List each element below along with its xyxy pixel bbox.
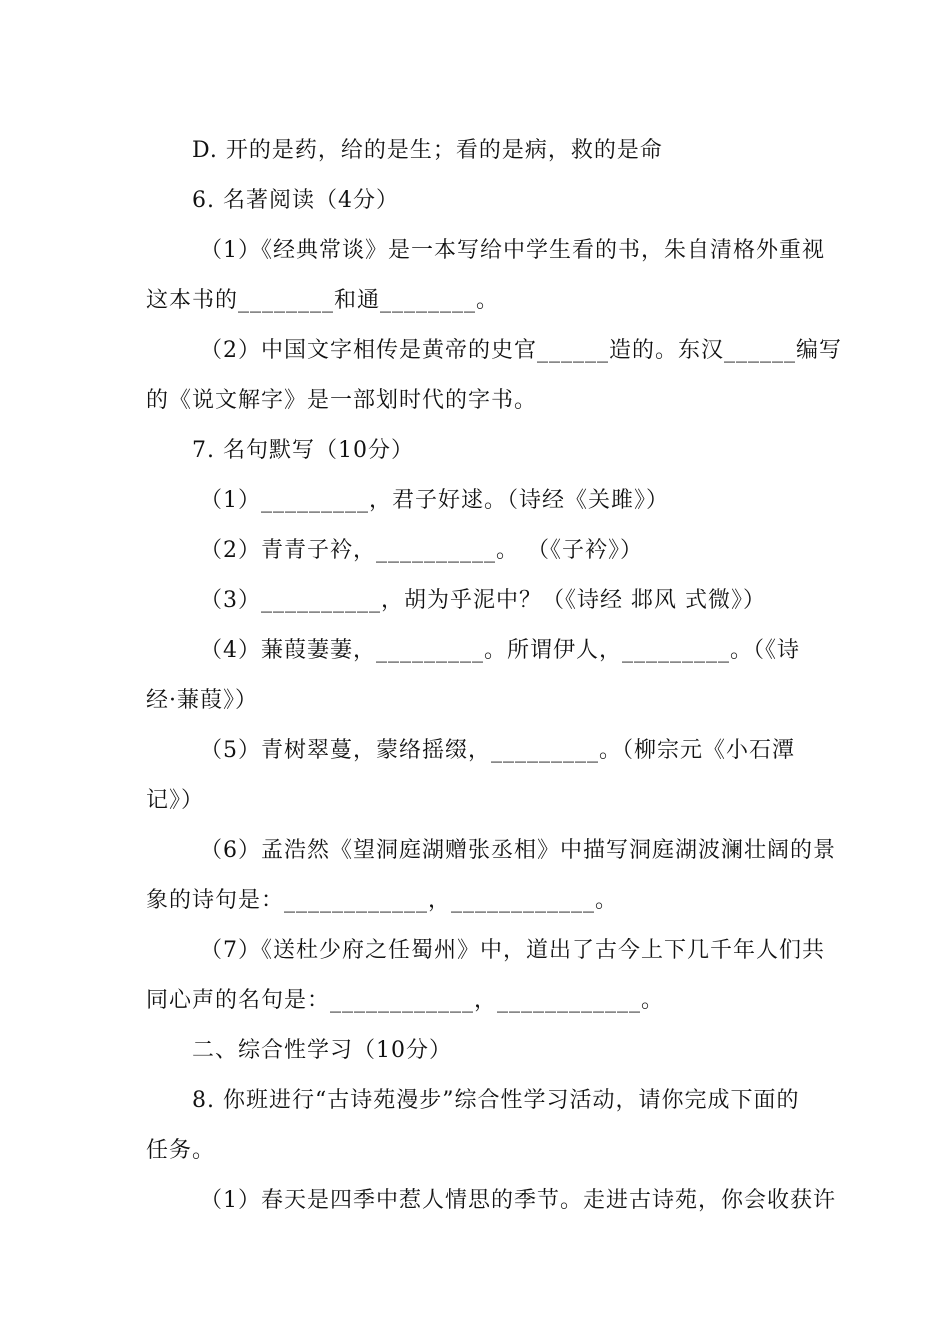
question-7-1-line: （1）_________，君子好逑。（诗经《关雎》） — [200, 488, 669, 513]
question-7-2-line: （2）青青子衿，__________。 （《子衿》） — [200, 538, 643, 563]
question-7-5-line-2: 记》） — [146, 788, 205, 813]
question-7-7-line-1: （7）《送杜少府之任蜀州》中，道出了古今上下几千年人们共 — [200, 938, 825, 963]
question-7-5-line-1: （5）青树翠蔓，蒙络摇缀，_________。（柳宗元《小石潭 — [200, 738, 795, 763]
question-6-1-line-2: 这本书的________和通________。 — [146, 288, 500, 313]
question-7-heading: 7. 名句默写（10分） — [192, 438, 414, 463]
question-7-7-line-2: 同心声的名句是：____________，____________。 — [146, 988, 665, 1013]
question-7-4-line-2: 经·蒹葭》） — [146, 688, 258, 713]
question-6-2-line-2: 的《说文解字》是一部划时代的字书。 — [146, 388, 538, 413]
question-7-3-line: （3）__________，胡为乎泥中？（《诗经 邶风 式微》） — [200, 588, 766, 613]
question-6-heading: 6. 名著阅读（4分） — [192, 188, 399, 213]
question-6-1-line-1: （1）《经典常谈》是一本写给中学生看的书，朱自清格外重视 — [200, 238, 825, 263]
option-d-line: D. 开的是药，给的是生；看的是病，救的是命 — [192, 138, 663, 163]
question-8-line-1: 8. 你班进行“古诗苑漫步”综合性学习活动，请你完成下面的 — [192, 1088, 800, 1113]
question-7-6-line-1: （6）孟浩然《望洞庭湖赠张丞相》中描写洞庭湖波澜壮阔的景 — [200, 838, 836, 863]
question-7-4-line-1: （4）蒹葭萋萋，_________。所谓伊人，_________。（《诗 — [200, 638, 800, 663]
question-8-line-2: 任务。 — [146, 1138, 216, 1163]
question-6-2-line-1: （2）中国文字相传是黄帝的史官______造的。东汉______编写 — [200, 338, 842, 363]
question-8-1-line-1: （1）春天是四季中惹人情思的季节。走进古诗苑，你会收获许 — [200, 1188, 836, 1213]
question-7-6-line-2: 象的诗句是：____________，____________。 — [146, 888, 619, 913]
section-2-heading: 二、综合性学习（10分） — [192, 1038, 452, 1063]
